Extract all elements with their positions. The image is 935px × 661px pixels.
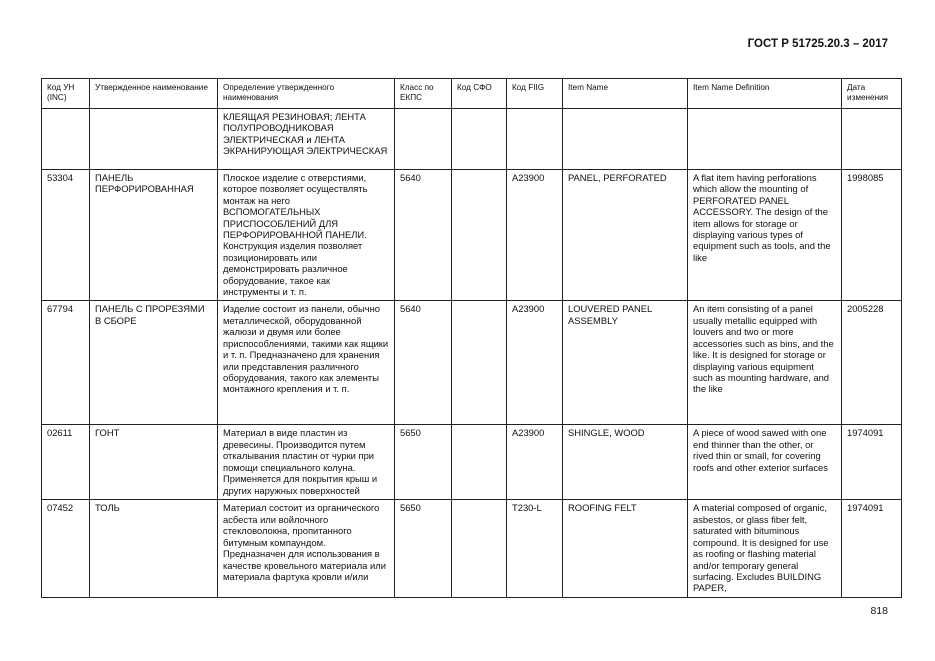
cell-date: 1974091 xyxy=(842,500,902,597)
column-header-inc: Код УН (INC) xyxy=(42,79,90,109)
cell-definition: Материал в виде пластин из древесины. Производится путем откалывания пластин от чурки при помощи специального колуна. Применяется для покрытия крыш и других наружных поверхностей xyxy=(218,425,395,500)
column-header-sfo-code: Код СФО xyxy=(452,79,507,109)
cell-item-definition: A piece of wood sawed with one end thinner than the other, or rived thin or small, for covering roofs and other exterior surfaces xyxy=(688,425,842,500)
cell-fiig: A23900 xyxy=(507,425,563,500)
cell-date xyxy=(842,109,902,170)
table-row xyxy=(42,500,902,597)
cell-inc: 02611 xyxy=(42,425,90,500)
cell-ekps: 5640 xyxy=(395,170,452,301)
column-header-item-name: Item Name xyxy=(563,79,688,109)
cell-name: ПАНЕЛЬ ПЕРФОРИРОВАННАЯ xyxy=(90,170,218,301)
column-header-item-definition: Item Name Definition xyxy=(688,79,842,109)
cell-name: ТОЛЬ xyxy=(90,500,218,597)
cell-item-name: PANEL, PERFORATED xyxy=(563,170,688,301)
table-row xyxy=(42,170,902,301)
cell-ekps: 5640 xyxy=(395,301,452,425)
cell-sfo xyxy=(452,500,507,597)
cell-definition: Изделие состоит из панели, обычно металлической, оборудованной жалюзи и двумя или более приспособлениями, такими как ящики и т. п. Предназначено для хранения или представления различного оборудования, такого как элементы монтажного крепления и т. п. xyxy=(218,301,395,425)
cell-ekps: 5650 xyxy=(395,425,452,500)
cell-fiig: A23900 xyxy=(507,301,563,425)
cell-definition: КЛЕЯЩАЯ РЕЗИНОВАЯ; ЛЕНТА ПОЛУПРОВОДНИКОВАЯ ЭЛЕКТРИЧЕСКАЯ и ЛЕНТА ЭКРАНИРУЮЩАЯ ЭЛЕКТРИЧЕСКАЯ xyxy=(218,109,395,170)
cell-fiig: A23900 xyxy=(507,170,563,301)
table-row xyxy=(42,109,902,170)
cell-item-definition: A flat item having perforations which allow the mounting of PERFORATED PANEL ACCESSORY. The design of the item allows for storage or displaying various types of equipment such as tools, and the like xyxy=(688,170,842,301)
table-header-row xyxy=(42,79,902,109)
column-header-approved-name: Утвержденное наименование xyxy=(90,79,218,109)
cell-item-definition: An item consisting of a panel usually metallic equipped with louvers and two or more accessories such as bins, and the like. It is designed for storage or displaying various equipment such as mounting hardware, and the like xyxy=(688,301,842,425)
column-header-change-date: Дата изменения xyxy=(842,79,902,109)
cell-definition: Материал состоит из органического асбеста или войлочного стекловолокна, пропитанного битумным компаундом. Предназначен для использования в качестве кровельного материала или материала фартука кровли и/или xyxy=(218,500,395,597)
cell-item-name: SHINGLE, WOOD xyxy=(563,425,688,500)
cell-inc xyxy=(42,109,90,170)
column-header-ekps-class: Класс по ЕКПС xyxy=(395,79,452,109)
document-code: ГОСТ Р 51725.20.3 – 2017 xyxy=(747,38,888,50)
cell-date: 1974091 xyxy=(842,425,902,500)
cell-ekps xyxy=(395,109,452,170)
cell-item-definition: A material composed of organic, asbestos, or glass fiber felt, saturated with bituminous compound. It is designed for use as roofing or flashing material and/or temporary general surfacing. Excludes BUILDING PAPER, xyxy=(688,500,842,597)
cell-ekps: 5650 xyxy=(395,500,452,597)
cell-inc: 67794 xyxy=(42,301,90,425)
cell-item-name xyxy=(563,109,688,170)
cell-item-name: ROOFING FELT xyxy=(563,500,688,597)
cell-inc: 53304 xyxy=(42,170,90,301)
cell-fiig xyxy=(507,109,563,170)
column-header-fiig-code: Код FIIG xyxy=(507,79,563,109)
cell-name: ГОНТ xyxy=(90,425,218,500)
classification-table xyxy=(41,78,902,598)
cell-date: 2005228 xyxy=(842,301,902,425)
cell-sfo xyxy=(452,425,507,500)
cell-fiig: T230-L xyxy=(507,500,563,597)
page-number: 818 xyxy=(870,605,888,617)
table-row xyxy=(42,425,902,500)
column-header-definition: Определение утвержденного наименования xyxy=(218,79,395,109)
cell-date: 1998085 xyxy=(842,170,902,301)
cell-name: ПАНЕЛЬ С ПРОРЕЗЯМИ В СБОРЕ xyxy=(90,301,218,425)
cell-definition: Плоское изделие с отверстиями, которое позволяет осуществлять монтаж на него ВСПОМОГАТЕЛЬНЫХ ПРИСПОСОБЛЕНИЙ ДЛЯ ПЕРФОРИРОВАННОЙ ПАНЕЛИ. Конструкция изделия позволяет позиционировать или демонстрировать различное оборудование, такое как инструменты и т. п. xyxy=(218,170,395,301)
cell-sfo xyxy=(452,170,507,301)
cell-sfo xyxy=(452,109,507,170)
cell-item-name: LOUVERED PANEL ASSEMBLY xyxy=(563,301,688,425)
cell-inc: 07452 xyxy=(42,500,90,597)
cell-name xyxy=(90,109,218,170)
table-row xyxy=(42,301,902,425)
cell-item-definition xyxy=(688,109,842,170)
cell-sfo xyxy=(452,301,507,425)
